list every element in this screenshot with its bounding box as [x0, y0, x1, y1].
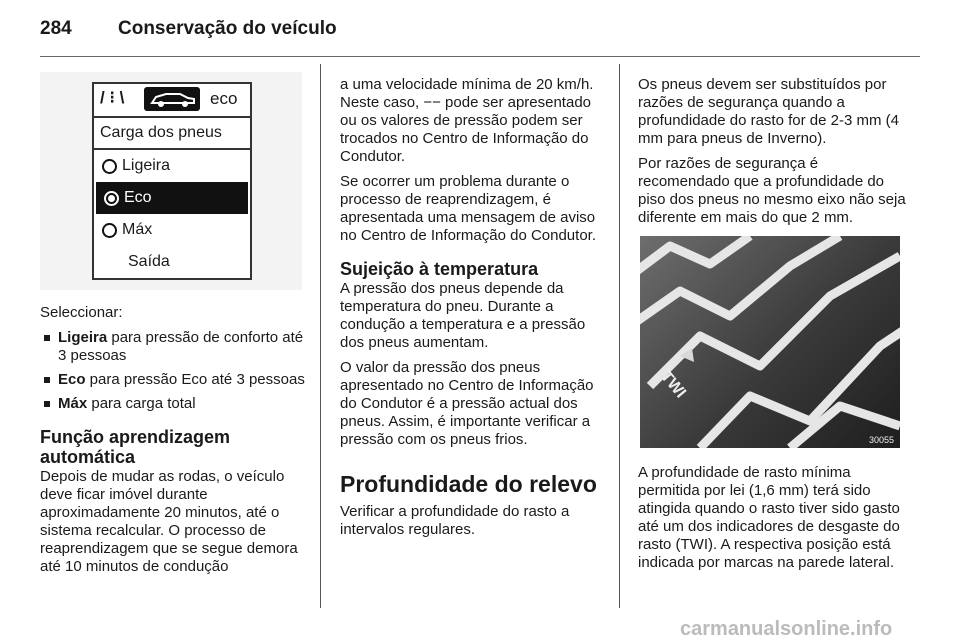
car-icon	[144, 87, 200, 111]
column-1	[40, 304, 310, 583]
column-divider-2	[619, 64, 620, 608]
page-number: 284	[40, 18, 72, 39]
page-header	[40, 18, 337, 40]
para-temp-1: A pressão dos pneus depende da temperatura do pneu. Durante a condução a temperatura e a pressão dos pneus aumentam.	[340, 280, 586, 351]
para-minimum-depth: A profundidade de rasto mínima permitida por lei (1,6 mm) terá sido atingida quando o rasto tiver sido gasto até um dos indicadores de desgaste do rasto (TWI). A respectiva posição está indicada por marcas na parede lateral.	[638, 464, 900, 571]
display-title: Carga dos pneus	[94, 118, 250, 150]
para-tread-check: Verificar a profundidade do rasto a intervalos regulares.	[340, 503, 570, 538]
twi-mark-label: TWI	[657, 367, 689, 402]
column-3	[638, 76, 906, 234]
display-eco-label: eco	[210, 89, 238, 108]
display-option-eco-selected: Eco	[96, 182, 248, 214]
radio-selected-icon	[104, 191, 119, 206]
select-intro: Seleccionar:	[40, 304, 123, 321]
para-difference: Por razões de segurança é recomendado que a profundidade do piso dos pneus no mesmo eixo não seja diferente em mais do que 2 mm.	[638, 155, 906, 226]
display-option-max: Máx	[94, 214, 250, 246]
heading-auto-learn: Função aprendizagem automática	[40, 427, 231, 467]
bullet-square-icon	[44, 401, 50, 407]
radio-icon	[102, 159, 117, 174]
watermark: carmanualsonline.info	[680, 618, 893, 640]
photo-number: 30055	[868, 435, 894, 445]
tyre-load-display-figure	[40, 72, 302, 290]
para-speed: a uma velocidade mínima de 20 km/h. Neste caso, −− pode ser apresentado ou os valores de pressão podem ser trocados no Centro de Informação do Condutor.	[340, 76, 594, 165]
bullet-square-icon	[44, 335, 50, 341]
page-title: Conservação do veículo	[118, 18, 337, 39]
bullet-square-icon	[44, 377, 50, 383]
column-divider-1	[320, 64, 321, 608]
para-replace: Os pneus devem ser substituídos por razões de segurança quando a profundidade do rasto for de 2-3 mm (4 mm para pneus de Inverno).	[638, 76, 899, 147]
bullet-eco: Eco para pressão Eco até 3 pessoas	[40, 371, 310, 389]
header-divider	[40, 56, 920, 57]
display-option-ligeira: Ligeira	[94, 150, 250, 182]
display-symbols: / ⁝ \	[100, 88, 125, 107]
tyre-tread-photo	[640, 236, 900, 448]
bullet-max: Máx para carga total	[40, 395, 310, 413]
para-temp-2: O valor da pressão dos pneus apresentado no Centro de Informação do Condutor é a pressão actual dos pneus. Assim, é importante verificar a pressão com os pneus frios.	[340, 359, 594, 448]
bullet-ligeira: Ligeira para pressão de conforto até 3 pessoas	[40, 329, 310, 365]
display-top-bar	[94, 84, 250, 118]
para-problem: Se ocorrer um problema durante o processo de reaprendizagem, é apresentada uma mensagem de aviso no Centro de Informação do Condutor.	[340, 173, 596, 244]
column-2	[340, 76, 605, 546]
heading-temperature: Sujeição à temperatura	[340, 259, 539, 279]
column-3-lower	[638, 464, 906, 579]
display-screen	[92, 82, 252, 280]
para-auto-learn: Depois de mudar as rodas, o veículo deve ficar imóvel durante aproximadamente 20 minutos, até o sistema recalcular. O processo de reaprendizagem que se segue demora até 10 minutos de condução	[40, 468, 298, 575]
heading-tread-depth: Profundidade do relevo	[340, 471, 597, 497]
display-exit: Saída	[128, 253, 170, 270]
radio-icon	[102, 223, 117, 238]
